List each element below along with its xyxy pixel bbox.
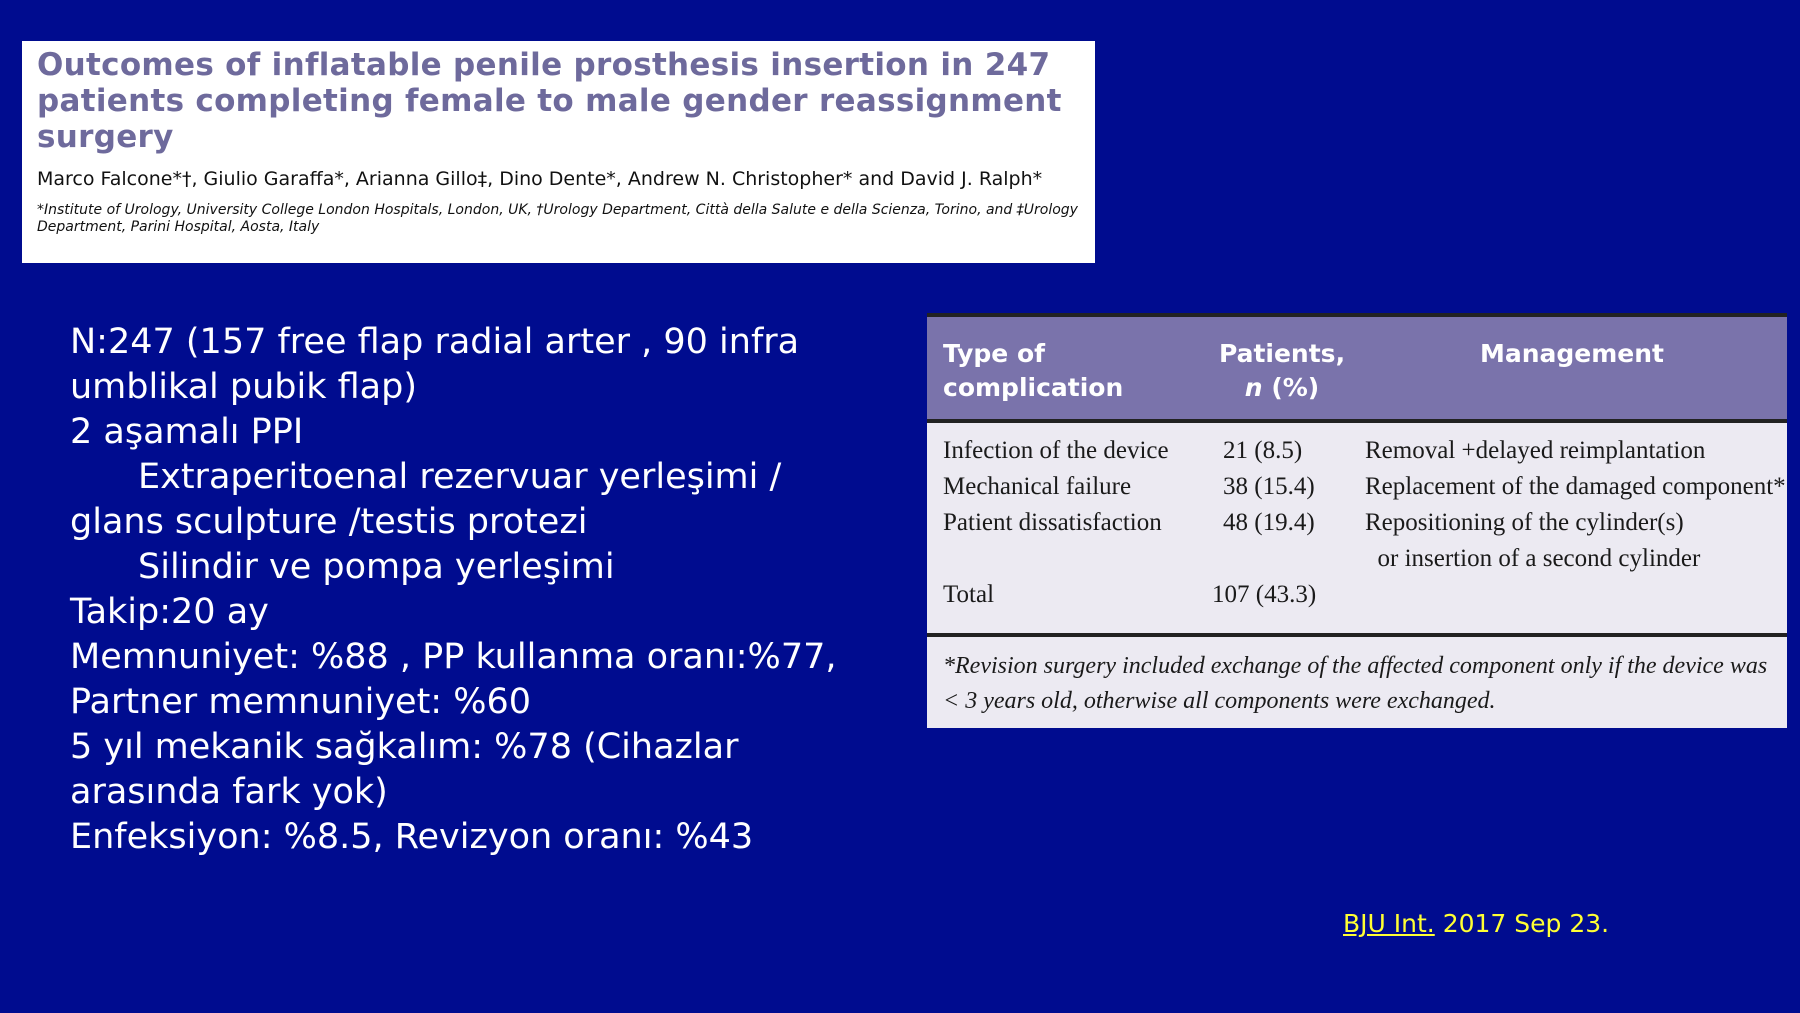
header-management: Management xyxy=(1479,339,1665,368)
citation xyxy=(1343,909,1609,938)
paper-authors: Marco Falcone*†, Giulio Garaffa*, Arianna Gillo‡, Dino Dente*, Andrew N. Christopher* and David J. Ralph* xyxy=(37,168,1043,190)
note-line-indented: Silindir ve pompa yerleşimi xyxy=(138,547,615,587)
table-header xyxy=(927,313,1787,423)
note-line: N:247 (157 free flap radial arter , 90 infra xyxy=(70,322,800,362)
note-line-indented: Extraperitoenal rezervuar yerleşimi / xyxy=(138,457,782,497)
note-line: Memnuniyet: %88 , PP kullanma oranı:%77, xyxy=(70,637,837,677)
journal-link[interactable]: BJU Int. xyxy=(1343,909,1435,938)
header-patients xyxy=(1207,337,1357,405)
note-line: Enfeksiyon: %8.5, Revizyon oranı: %43 xyxy=(70,817,754,857)
complications-table xyxy=(927,313,1787,728)
cell-total-patients: 107 (43.3) xyxy=(1212,581,1317,608)
cell-patients: 38 (15.4) xyxy=(1223,473,1315,500)
summary-notes xyxy=(70,320,910,860)
cell-management: Removal +delayed reimplantation xyxy=(1365,437,1706,464)
table-divider xyxy=(927,633,1787,637)
cell-management: Replacement of the damaged component* xyxy=(1365,473,1786,500)
cell-type: Mechanical failure xyxy=(943,473,1132,500)
paper-title: Outcomes of inflatable penile prosthesis insertion in 247 patients completing female to male gender reassignment surgery xyxy=(37,47,1062,155)
paper-affiliation: *Institute of Urology, University College London Hospitals, London, UK, †Urology Department, Città della Salute e della Scienza, Torino, and ‡Urology Department, Parini Hospital, Aosta, Italy xyxy=(37,202,1078,235)
note-line: Takip:20 ay xyxy=(70,592,269,632)
table-footnote: *Revision surgery included exchange of the affected component only if the device was < 3 years old, otherwise all components were exchanged. xyxy=(943,653,1768,714)
cell-patients: 21 (8.5) xyxy=(1223,437,1303,464)
note-line: glans sculpture /testis protezi xyxy=(70,502,588,542)
note-line: arasında fark yok) xyxy=(70,772,388,812)
table-row xyxy=(927,473,1787,509)
cell-management: or insertion of a second cylinder xyxy=(1365,545,1701,572)
cell-type: Patient dissatisfaction xyxy=(943,509,1162,536)
note-line: 5 yıl mekanik sağkalım: %78 (Cihazlar xyxy=(70,727,739,767)
header-patients-n: n xyxy=(1244,373,1263,402)
table-row xyxy=(927,437,1787,473)
cell-total-label: Total xyxy=(943,581,995,608)
table-row xyxy=(927,545,1787,581)
header-patients-line2 xyxy=(1207,371,1357,405)
header-patients-pct: (%) xyxy=(1271,373,1320,402)
note-line: umblikal pubik flap) xyxy=(70,367,417,407)
citation-date: 2017 Sep 23. xyxy=(1434,909,1610,938)
cell-management: Repositioning of the cylinder(s) xyxy=(1365,509,1684,536)
header-type-of-complication xyxy=(943,337,1183,405)
header-patients-line1: Patients, xyxy=(1218,339,1346,368)
cell-patients: 48 (19.4) xyxy=(1223,509,1315,536)
table-body xyxy=(927,437,1787,617)
table-total-row xyxy=(927,581,1787,617)
cell-type: Infection of the device xyxy=(943,437,1169,464)
paper-header-image xyxy=(22,41,1095,263)
note-line: Partner memnuniyet: %60 xyxy=(70,682,531,722)
header-type-line1: Type of xyxy=(943,339,1045,368)
table-row xyxy=(927,509,1787,545)
note-line: 2 aşamalı PPI xyxy=(70,412,304,452)
header-type-line2: complication xyxy=(943,373,1124,402)
